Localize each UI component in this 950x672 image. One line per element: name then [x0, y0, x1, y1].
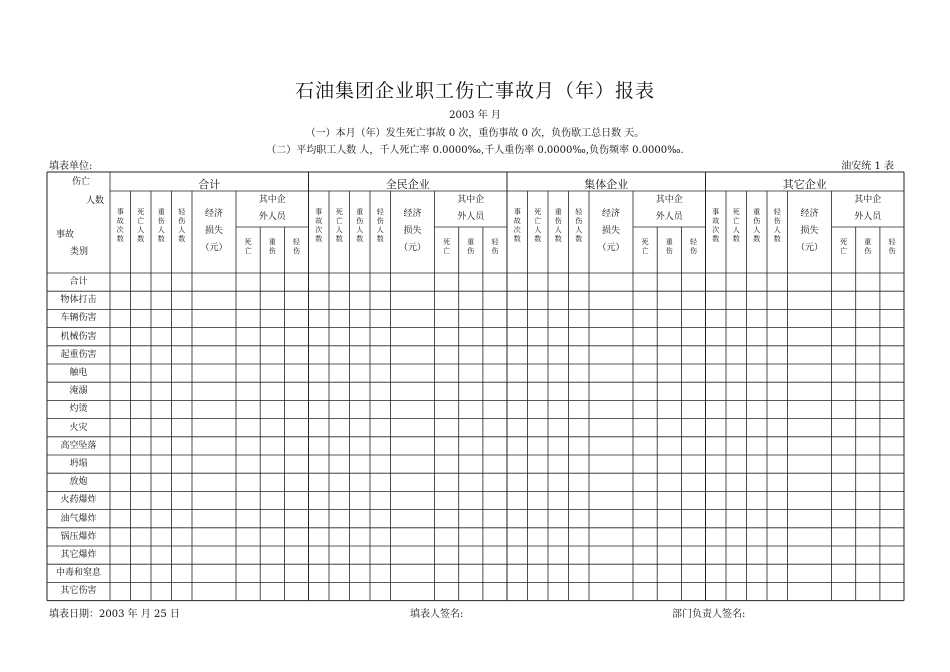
column-header-outsiders: 外人员	[655, 212, 683, 222]
column-header-vertical: 事故次数	[116, 208, 124, 243]
row-label: 高空坠落	[60, 440, 97, 451]
column-header-vertical: 轻伤人数	[773, 208, 781, 243]
column-header-outsider-sub: 死亡	[443, 238, 451, 255]
column-header-outsider-sub: 重伤	[864, 238, 872, 255]
column-header-vertical: 死亡人数	[732, 208, 740, 243]
stats-line-2: （二）平均职工人数 人，千人死亡率 0.0000‰,千人重伤率 0.0000‰,负伤频率 0.0000‰.	[266, 145, 684, 156]
column-header-vertical: 重伤人数	[356, 208, 364, 243]
corner-label-accident: 事故	[55, 230, 74, 240]
fill-date: 填表日期：2003 年 月 25 日	[49, 609, 180, 620]
form-number: 油安统 1 表	[841, 161, 894, 172]
report-title: 石油集团企业职工伤亡事故月（年）报表	[294, 80, 655, 102]
group-header: 合计	[198, 178, 221, 191]
column-header-outsider-sub: 轻伤	[689, 238, 697, 255]
row-label: 坍塌	[69, 459, 88, 469]
column-header-econ-loss: 损失	[204, 226, 223, 236]
column-header-vertical: 死亡人数	[137, 208, 145, 243]
column-header-econ-loss: 损失	[800, 226, 819, 236]
column-header-outsiders: 其中企	[258, 195, 286, 205]
row-label: 合计	[69, 277, 88, 287]
column-header-econ-loss: （元）	[200, 243, 228, 253]
group-header: 其它企业	[782, 178, 827, 191]
column-header-outsiders: 外人员	[258, 212, 286, 222]
column-header-vertical: 轻伤人数	[376, 208, 384, 243]
column-header-econ-loss: 经济	[204, 209, 223, 219]
column-header-outsiders: 其中企	[655, 195, 683, 205]
filler-signature-label: 填表人签名:	[410, 609, 464, 620]
column-header-econ-loss: （元）	[597, 243, 625, 253]
report-date: 2003 年 月	[449, 110, 501, 121]
column-header-econ-loss: 经济	[601, 209, 620, 219]
column-header-outsider-sub: 轻伤	[888, 238, 896, 255]
column-header-outsiders: 其中企	[854, 195, 882, 205]
row-label: 起重伤害	[60, 349, 97, 360]
group-header: 集体企业	[584, 178, 629, 191]
row-label: 火灾	[69, 422, 88, 433]
column-header-outsider-sub: 重伤	[665, 238, 673, 255]
column-header-vertical: 重伤人数	[157, 208, 165, 243]
column-header-econ-loss: 损失	[403, 226, 422, 236]
column-header-econ-loss: 经济	[800, 209, 819, 219]
row-label: 其它伤害	[60, 586, 97, 597]
column-header-vertical: 轻伤人数	[178, 208, 186, 243]
column-header-vertical: 重伤人数	[554, 208, 562, 243]
column-header-econ-loss: （元）	[795, 243, 823, 253]
column-header-outsider-sub: 死亡	[641, 238, 649, 255]
column-header-vertical: 死亡人数	[534, 208, 542, 243]
corner-label-casualty: 伤亡	[71, 177, 90, 187]
column-header-vertical: 事故次数	[712, 208, 720, 243]
column-header-outsider-sub: 重伤	[268, 238, 276, 255]
row-label: 机械伤害	[60, 331, 97, 342]
column-header-econ-loss: （元）	[398, 243, 426, 253]
row-label: 物体打击	[60, 295, 97, 306]
column-header-outsider-sub: 轻伤	[491, 238, 499, 255]
row-label: 中毒和窒息	[55, 568, 101, 579]
row-label: 其它爆炸	[60, 550, 97, 560]
column-header-outsider-sub: 重伤	[467, 238, 475, 255]
row-label: 火药爆炸	[60, 495, 97, 506]
reporting-unit-label: 填表单位:	[49, 161, 93, 172]
row-label: 触电	[69, 368, 88, 378]
row-label: 放炮	[69, 477, 88, 488]
column-header-vertical: 死亡人数	[335, 208, 343, 243]
column-header-outsiders: 其中企	[457, 195, 485, 205]
row-label: 油气爆炸	[60, 513, 97, 524]
column-header-outsider-sub: 死亡	[840, 238, 848, 255]
row-label: 车辆伤害	[60, 313, 97, 324]
column-header-vertical: 事故次数	[315, 208, 323, 243]
department-head-signature-label: 部门负责人签名:	[672, 609, 746, 620]
corner-label-category: 类别	[69, 247, 88, 257]
column-header-vertical: 事故次数	[513, 208, 521, 243]
column-header-outsider-sub: 死亡	[244, 238, 252, 255]
row-label: 锅压爆炸	[60, 531, 97, 542]
column-header-outsiders: 外人员	[854, 212, 882, 222]
column-header-outsider-sub: 轻伤	[292, 238, 300, 255]
row-label: 灼烫	[69, 404, 88, 415]
corner-label-count: 人数	[85, 196, 104, 206]
group-header: 全民企业	[385, 178, 430, 191]
column-header-econ-loss: 经济	[403, 209, 422, 219]
stats-line-1: （一）本月（年）发生死亡事故 0 次，重伤事故 0 次，负伤歇工总日数 天。	[305, 128, 645, 139]
column-header-vertical: 重伤人数	[753, 208, 761, 243]
column-header-vertical: 轻伤人数	[575, 208, 583, 243]
column-header-outsiders: 外人员	[457, 212, 485, 222]
row-label: 淹溺	[69, 386, 88, 397]
column-header-econ-loss: 损失	[601, 226, 620, 236]
